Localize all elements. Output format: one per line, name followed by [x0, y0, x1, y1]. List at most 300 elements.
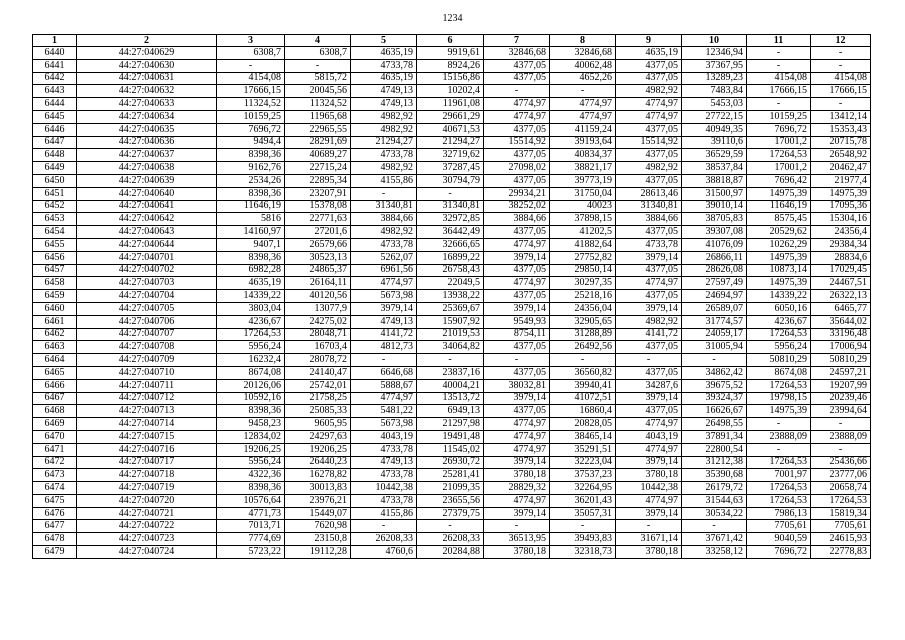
value-cell: -	[417, 354, 484, 367]
value-cell: -	[747, 47, 811, 60]
value-cell: 17001,2	[747, 136, 811, 149]
cadastral-number-cell: 44:27:040643	[77, 226, 217, 239]
value-cell: 38465,14	[550, 430, 616, 443]
value-cell: 39010,14	[682, 200, 747, 213]
value-cell: -	[811, 443, 871, 456]
value-cell: 21294,27	[351, 136, 417, 149]
value-cell: 24275,02	[285, 315, 351, 328]
table-row	[33, 482, 871, 495]
value-cell: 13412,14	[811, 110, 871, 123]
value-cell: 22965,55	[285, 123, 351, 136]
value-cell: 8398,36	[217, 482, 285, 495]
value-cell: 16232,4	[217, 354, 285, 367]
cadastral-number-cell: 44:27:040724	[77, 546, 217, 559]
value-cell: -	[616, 354, 682, 367]
row-number-cell: 6459	[33, 290, 77, 303]
cadastral-number-cell: 44:27:040642	[77, 213, 217, 226]
value-cell: 40689,27	[285, 149, 351, 162]
row-number-cell: 6460	[33, 302, 77, 315]
table-row	[33, 264, 871, 277]
value-cell: 4749,13	[351, 456, 417, 469]
value-cell: 26758,43	[417, 264, 484, 277]
value-cell: 4774,97	[616, 277, 682, 290]
cadastral-number-cell: 44:27:040714	[77, 418, 217, 431]
value-cell: 8398,36	[217, 405, 285, 418]
value-cell: 21977,4	[811, 174, 871, 187]
value-cell: 17666,15	[811, 85, 871, 98]
value-cell: 17264,53	[747, 456, 811, 469]
row-number-cell: 6452	[33, 200, 77, 213]
value-cell: 40120,56	[285, 290, 351, 303]
value-cell: 4774,97	[550, 110, 616, 123]
value-cell: 3979,14	[616, 392, 682, 405]
column-header-12: 12	[811, 35, 871, 47]
table-row	[33, 456, 871, 469]
value-cell: 5956,24	[217, 456, 285, 469]
value-cell: 4982,92	[616, 315, 682, 328]
cadastral-number-cell: 44:27:040702	[77, 264, 217, 277]
value-cell: 3780,18	[616, 469, 682, 482]
value-cell: 29850,14	[550, 264, 616, 277]
value-cell: 34287,6	[616, 379, 682, 392]
value-cell: 22778,83	[811, 546, 871, 559]
value-cell: 37537,23	[550, 469, 616, 482]
value-cell: -	[811, 47, 871, 60]
value-cell: 39110,6	[682, 136, 747, 149]
value-cell: 28626,08	[682, 264, 747, 277]
value-cell: -	[811, 59, 871, 72]
value-cell: 20658,74	[811, 482, 871, 495]
value-cell: 6050,16	[747, 302, 811, 315]
value-cell: 37367,95	[682, 59, 747, 72]
table-row	[33, 72, 871, 85]
value-cell: 34862,42	[682, 366, 747, 379]
value-cell: 7696,72	[217, 123, 285, 136]
value-cell: 26322,13	[811, 290, 871, 303]
value-cell: 14160,97	[217, 226, 285, 239]
value-cell: 4322,36	[217, 469, 285, 482]
value-cell: 35291,51	[550, 443, 616, 456]
row-number-cell: 6457	[33, 264, 77, 277]
cadastral-number-cell: 44:27:040633	[77, 98, 217, 111]
row-number-cell: 6465	[33, 366, 77, 379]
value-cell: 20239,46	[811, 392, 871, 405]
value-cell: 11324,52	[285, 98, 351, 111]
row-number-cell: 6447	[33, 136, 77, 149]
value-cell: 19206,25	[217, 443, 285, 456]
value-cell: 17666,15	[747, 85, 811, 98]
value-cell: 10202,4	[417, 85, 484, 98]
row-number-cell: 6440	[33, 47, 77, 60]
value-cell: 31212,38	[682, 456, 747, 469]
value-cell: 11646,19	[747, 200, 811, 213]
value-cell: 4749,13	[351, 98, 417, 111]
row-number-cell: 6466	[33, 379, 77, 392]
row-number-cell: 6464	[33, 354, 77, 367]
value-cell: -	[285, 59, 351, 72]
value-cell: 7705,61	[747, 520, 811, 533]
row-number-cell: 6467	[33, 392, 77, 405]
value-cell: 4733,78	[351, 469, 417, 482]
value-cell: 17264,53	[811, 494, 871, 507]
value-cell: 37671,42	[682, 533, 747, 546]
value-cell: 35644,02	[811, 315, 871, 328]
value-cell: 13513,72	[417, 392, 484, 405]
value-cell: 5815,72	[285, 72, 351, 85]
cadastral-number-cell: 44:27:040711	[77, 379, 217, 392]
value-cell: 4377,05	[484, 405, 550, 418]
cadastral-number-cell: 44:27:040641	[77, 200, 217, 213]
column-header-11: 11	[747, 35, 811, 47]
value-cell: 6465,77	[811, 302, 871, 315]
value-cell: 8575,45	[747, 213, 811, 226]
value-cell: 4377,05	[616, 366, 682, 379]
cadastral-number-cell: 44:27:040715	[77, 430, 217, 443]
value-cell: 41882,64	[550, 238, 616, 251]
value-cell: 24615,93	[811, 533, 871, 546]
value-cell: 4774,97	[616, 418, 682, 431]
row-number-cell: 6468	[33, 405, 77, 418]
table-row	[33, 123, 871, 136]
value-cell: 32719,62	[417, 149, 484, 162]
page-number: 1234	[442, 13, 463, 24]
value-cell: 39307,08	[682, 226, 747, 239]
value-cell: 39324,37	[682, 392, 747, 405]
value-cell: 17264,53	[747, 328, 811, 341]
value-cell: 28829,32	[484, 482, 550, 495]
value-cell: 4043,19	[351, 430, 417, 443]
cadastral-number-cell: 44:27:040719	[77, 482, 217, 495]
value-cell: 5262,07	[351, 251, 417, 264]
value-cell: 33196,48	[811, 328, 871, 341]
value-cell: 15378,08	[285, 200, 351, 213]
value-cell: -	[484, 354, 550, 367]
value-cell: 38821,17	[550, 162, 616, 175]
table-row	[33, 213, 871, 226]
value-cell: 24356,4	[811, 226, 871, 239]
value-cell: 4377,05	[484, 226, 550, 239]
value-cell: 4377,05	[484, 123, 550, 136]
value-cell: 5481,22	[351, 405, 417, 418]
value-cell: 27722,15	[682, 110, 747, 123]
cadastral-number-cell: 44:27:040631	[77, 72, 217, 85]
table-row	[33, 507, 871, 520]
value-cell: 4774,97	[484, 98, 550, 111]
value-cell: 23976,21	[285, 494, 351, 507]
value-cell: 10159,25	[747, 110, 811, 123]
value-cell: 4982,92	[351, 110, 417, 123]
value-cell: 6961,56	[351, 264, 417, 277]
value-cell: 4377,05	[484, 341, 550, 354]
table-row	[33, 443, 871, 456]
value-cell: 31288,89	[550, 328, 616, 341]
value-cell: 24059,17	[682, 328, 747, 341]
row-number-cell: 6450	[33, 174, 77, 187]
row-number-cell: 6446	[33, 123, 77, 136]
value-cell: 30534,22	[682, 507, 747, 520]
value-cell: 10592,16	[217, 392, 285, 405]
cadastral-number-cell: 44:27:040640	[77, 187, 217, 200]
value-cell: 5723,22	[217, 546, 285, 559]
row-number-cell: 6472	[33, 456, 77, 469]
value-cell: 9458,23	[217, 418, 285, 431]
value-cell: 4377,05	[616, 264, 682, 277]
value-cell: 7774,69	[217, 533, 285, 546]
cadastral-value-table	[32, 34, 871, 559]
table-row	[33, 85, 871, 98]
table-row	[33, 494, 871, 507]
value-cell: 29661,29	[417, 110, 484, 123]
value-cell: 26179,72	[682, 482, 747, 495]
value-cell: 28834,6	[811, 251, 871, 264]
value-cell: 38252,02	[484, 200, 550, 213]
value-cell: 4635,19	[616, 47, 682, 60]
value-cell: 23888,09	[747, 430, 811, 443]
value-cell: 15156,86	[417, 72, 484, 85]
value-cell: 4774,97	[616, 110, 682, 123]
value-cell: 4982,92	[616, 162, 682, 175]
value-cell: 4982,92	[351, 226, 417, 239]
value-cell: 30523,13	[285, 251, 351, 264]
value-cell: 19798,15	[747, 392, 811, 405]
value-cell: 7696,42	[747, 174, 811, 187]
row-number-cell: 6477	[33, 520, 77, 533]
row-number-cell: 6442	[33, 72, 77, 85]
value-cell: 13077,9	[285, 302, 351, 315]
value-cell: 4377,05	[616, 72, 682, 85]
value-cell: 24694,97	[682, 290, 747, 303]
row-number-cell: 6479	[33, 546, 77, 559]
value-cell: 24356,04	[550, 302, 616, 315]
value-cell: 7483,84	[682, 85, 747, 98]
value-cell: 8924,26	[417, 59, 484, 72]
value-cell: 13938,22	[417, 290, 484, 303]
value-cell: 7696,72	[747, 546, 811, 559]
value-cell: 17001,2	[747, 162, 811, 175]
value-cell: 34064,82	[417, 341, 484, 354]
value-cell: 40671,53	[417, 123, 484, 136]
value-cell: 5673,98	[351, 290, 417, 303]
value-cell: 4982,92	[351, 123, 417, 136]
value-cell: 14975,39	[747, 187, 811, 200]
value-cell: -	[550, 85, 616, 98]
cadastral-number-cell: 44:27:040701	[77, 251, 217, 264]
value-cell: 7013,71	[217, 520, 285, 533]
row-number-cell: 6444	[33, 98, 77, 111]
value-cell: 36529,59	[682, 149, 747, 162]
value-cell: 23655,56	[417, 494, 484, 507]
value-cell: 37898,15	[550, 213, 616, 226]
value-cell: 3979,14	[484, 251, 550, 264]
table-row	[33, 174, 871, 187]
value-cell: 40023	[550, 200, 616, 213]
table-row	[33, 328, 871, 341]
table-row	[33, 430, 871, 443]
value-cell: 4377,05	[616, 123, 682, 136]
value-cell: 32223,04	[550, 456, 616, 469]
value-cell: 17264,53	[747, 494, 811, 507]
value-cell: 4154,08	[217, 72, 285, 85]
cadastral-number-cell: 44:27:040634	[77, 110, 217, 123]
value-cell: 31340,81	[351, 200, 417, 213]
value-cell: 26498,55	[682, 418, 747, 431]
table-row	[33, 418, 871, 431]
value-cell: -	[417, 520, 484, 533]
value-cell: 20529,62	[747, 226, 811, 239]
table-row	[33, 238, 871, 251]
table-row	[33, 546, 871, 559]
value-cell: 4377,05	[484, 59, 550, 72]
value-cell: -	[351, 187, 417, 200]
value-cell: 28291,69	[285, 136, 351, 149]
value-cell: 36201,43	[550, 494, 616, 507]
value-cell: 9162,76	[217, 162, 285, 175]
value-cell: -	[747, 418, 811, 431]
value-cell: 3979,14	[616, 507, 682, 520]
value-cell: 19207,99	[811, 379, 871, 392]
value-cell: 4774,97	[484, 418, 550, 431]
value-cell: 39940,41	[550, 379, 616, 392]
value-cell: 4774,97	[484, 277, 550, 290]
table-row	[33, 149, 871, 162]
value-cell: 22049,5	[417, 277, 484, 290]
value-cell: 27752,82	[550, 251, 616, 264]
value-cell: 3979,14	[616, 302, 682, 315]
table-row	[33, 302, 871, 315]
table-body	[33, 47, 871, 559]
value-cell: 38032,81	[484, 379, 550, 392]
value-cell: 32905,65	[550, 315, 616, 328]
value-cell: -	[747, 443, 811, 456]
value-cell: 22771,63	[285, 213, 351, 226]
value-cell: 4812,73	[351, 341, 417, 354]
value-cell: 25742,01	[285, 379, 351, 392]
value-cell: 14339,22	[747, 290, 811, 303]
value-cell: 7620,98	[285, 520, 351, 533]
row-number-cell: 6473	[33, 469, 77, 482]
value-cell: 4377,05	[616, 149, 682, 162]
value-cell: -	[682, 520, 747, 533]
value-cell: -	[351, 520, 417, 533]
table-row	[33, 315, 871, 328]
value-cell: 3979,14	[351, 302, 417, 315]
value-cell: 21019,53	[417, 328, 484, 341]
value-cell: 15819,34	[811, 507, 871, 520]
row-number-cell: 6454	[33, 226, 77, 239]
row-number-cell: 6451	[33, 187, 77, 200]
value-cell: 15353,43	[811, 123, 871, 136]
value-cell: 35390,68	[682, 469, 747, 482]
value-cell: 41202,5	[550, 226, 616, 239]
value-cell: 41076,09	[682, 238, 747, 251]
row-number-cell: 6453	[33, 213, 77, 226]
value-cell: -	[217, 59, 285, 72]
value-cell: 16703,4	[285, 341, 351, 354]
value-cell: 22715,24	[285, 162, 351, 175]
value-cell: 4774,97	[351, 277, 417, 290]
value-cell: -	[616, 520, 682, 533]
value-cell: 28078,72	[285, 354, 351, 367]
column-header-9: 9	[616, 35, 682, 47]
value-cell: 25369,67	[417, 302, 484, 315]
value-cell: -	[550, 354, 616, 367]
cadastral-number-cell: 44:27:040716	[77, 443, 217, 456]
value-cell: 32972,85	[417, 213, 484, 226]
value-cell: 4652,26	[550, 72, 616, 85]
cadastral-number-cell: 44:27:040707	[77, 328, 217, 341]
value-cell: 4774,97	[550, 98, 616, 111]
value-cell: 7001,97	[747, 469, 811, 482]
row-number-cell: 6471	[33, 443, 77, 456]
table-row	[33, 226, 871, 239]
value-cell: 7986,13	[747, 507, 811, 520]
value-cell: 8674,08	[747, 366, 811, 379]
value-cell: 19112,28	[285, 546, 351, 559]
value-cell: 15907,92	[417, 315, 484, 328]
value-cell: 38537,84	[682, 162, 747, 175]
value-cell: 26589,07	[682, 302, 747, 315]
value-cell: 3979,14	[484, 302, 550, 315]
value-cell: 4043,19	[616, 430, 682, 443]
value-cell: 28048,71	[285, 328, 351, 341]
value-cell: 11324,52	[217, 98, 285, 111]
value-cell: 25436,66	[811, 456, 871, 469]
value-cell: 6982,28	[217, 264, 285, 277]
value-cell: 8674,08	[217, 366, 285, 379]
value-cell: 4154,08	[747, 72, 811, 85]
value-cell: 5673,98	[351, 418, 417, 431]
value-cell: 26492,56	[550, 341, 616, 354]
value-cell: 7696,72	[747, 123, 811, 136]
value-cell: 4236,67	[747, 315, 811, 328]
value-cell: 5956,24	[747, 341, 811, 354]
table-row	[33, 379, 871, 392]
cadastral-number-cell: 44:27:040717	[77, 456, 217, 469]
value-cell: 40949,35	[682, 123, 747, 136]
column-header-6: 6	[417, 35, 484, 47]
value-cell: -	[682, 354, 747, 367]
value-cell: 19206,25	[285, 443, 351, 456]
value-cell: 23994,64	[811, 405, 871, 418]
cadastral-number-cell: 44:27:040630	[77, 59, 217, 72]
value-cell: 22800,54	[682, 443, 747, 456]
value-cell: 4377,05	[616, 290, 682, 303]
value-cell: 35057,31	[550, 507, 616, 520]
value-cell: 36513,95	[484, 533, 550, 546]
value-cell: 5888,67	[351, 379, 417, 392]
value-cell: 4635,19	[351, 47, 417, 60]
value-cell: 4733,78	[351, 494, 417, 507]
value-cell: 26930,72	[417, 456, 484, 469]
table-row	[33, 277, 871, 290]
value-cell: 40834,37	[550, 149, 616, 162]
value-cell: 4749,13	[351, 85, 417, 98]
value-cell: 4982,92	[616, 85, 682, 98]
table-row	[33, 187, 871, 200]
value-cell: 8754,11	[484, 328, 550, 341]
value-cell: 11961,08	[417, 98, 484, 111]
value-cell: 14975,39	[811, 187, 871, 200]
value-cell: 30794,79	[417, 174, 484, 187]
value-cell: 4635,19	[217, 277, 285, 290]
value-cell: 17029,45	[811, 264, 871, 277]
table-row	[33, 110, 871, 123]
value-cell: -	[484, 520, 550, 533]
value-cell: 36442,49	[417, 226, 484, 239]
value-cell: 14975,39	[747, 405, 811, 418]
value-cell: 25218,16	[550, 290, 616, 303]
value-cell: 9494,4	[217, 136, 285, 149]
